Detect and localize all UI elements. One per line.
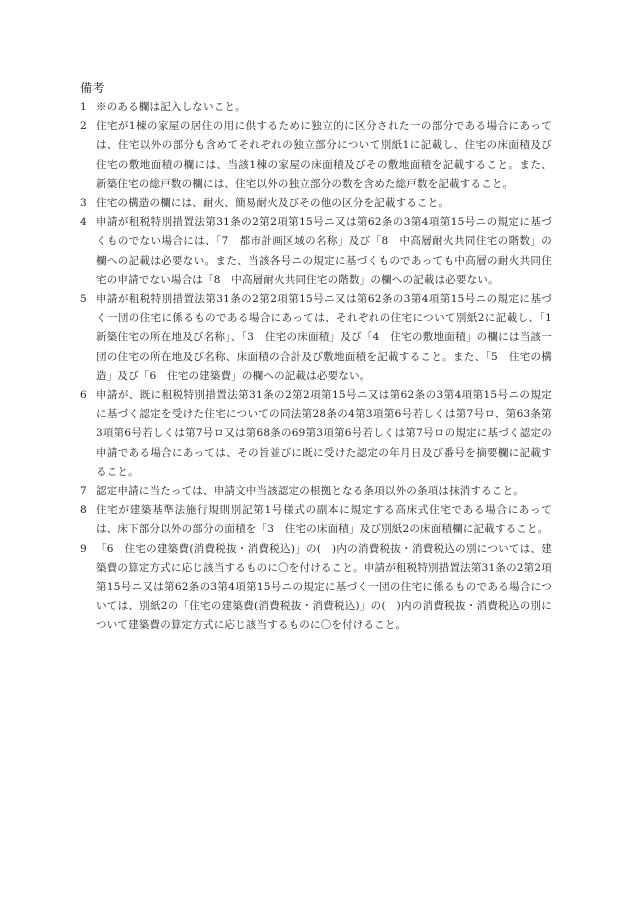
note-item <box>72 117 552 194</box>
note-text: 住宅が建築基準法施行規則別記第1号様式の副本に規定する高床式住宅である場合にあっては、床下部分以外の部分の面積を「3 住宅の床面積」及び別紙2の床面積欄に記載すること。 <box>96 504 552 536</box>
note-number: 1 <box>80 101 87 113</box>
note-text: ※のある欄は記入しないこと。 <box>96 101 246 113</box>
note-item <box>72 501 552 539</box>
note-item <box>72 540 552 636</box>
note-text: 認定申請に当たっては、申請文中当該認定の根拠となる条項以外の条項は抹消すること。 <box>96 485 524 498</box>
notes-heading: 備考 <box>80 81 106 95</box>
note-text: 申請が租税特別措置法第31条の2第2項第15号ニ又は第62条の3第4項第15号ニの規定に基づくものでない場合には、「7 都市計画区域の名称」及び「8 中高層耐火共同住宅の階数」の欄への記載は必要ない。また、当該各号ニの規定に基づくものであっても中高層の耐火共同住宅の申請でない場合は「8 中高層耐火共同住宅の階数」の欄への記載は必要ない。 <box>96 216 552 286</box>
note-item <box>72 482 552 501</box>
note-number: 2 <box>80 120 87 133</box>
note-text: 住宅の構造の欄には、耐火、簡易耐火及びその他の区分を記載すること。 <box>96 197 450 210</box>
note-text: 住宅が1棟の家屋の居住の用に供するために独立的に区分された一の部分である場合にあっては、住宅以外の部分も含めてそれぞれの独立部分について別紙1に記載し、住宅の床面積及び住宅の敷地面積の欄には、当該1棟の家屋の床面積及びその敷地面積を記載すること。また、新築住宅の総戸数の欄には、住宅以外の独立部分の数を含めた総戸数を記載すること。 <box>96 120 552 190</box>
note-text: 「6 住宅の建築費(消費税抜・消費税込)」の( )内の消費税抜・消費税込の別については、建築費の算定方式に応じ該当するものに〇を付けること。申請が租税特別措置法第31条の2第2項第15号ニ又は第62条の3第4項第15号ニの規定に基づく一団の住宅に係るものである場合については、別紙2の「住宅の建築費(消費税抜・消費税込)」の( )内の消費税抜・消費税込の別について建築費の算定方式に応じ該当するものに〇を付けること。 <box>96 542 552 632</box>
note-number: 4 <box>80 216 87 229</box>
note-text: 申請が、既に租税特別措置法第31条の2第2項第15号ニ又は第62条の3第4項第15号ニの規定に基づく認定を受けた住宅についての同法第28条の4第3項第6号若しくは第7号ロ、第63条第3項第6号若しくは第7号ロ又は第68条の69第3項第6号若しくは第7号ロの規定に基づく認定の申請である場合にあっては、その旨並びに既に受けた認定の年月日及び番号を摘要欄に記載すること。 <box>96 389 552 478</box>
note-item <box>72 98 552 117</box>
note-number: 7 <box>80 485 87 498</box>
note-item <box>72 386 552 482</box>
note-number: 9 <box>80 542 87 555</box>
note-item <box>72 213 552 290</box>
note-item <box>72 194 552 213</box>
note-text: 申請が租税特別措置法第31条の2第2項第15号ニ又は第62条の3第4項第15号ニの規定に基づく一団の住宅に係るものである場合にあっては、それぞれの住宅について別紙2に記載し、「1 新築住宅の所在地及び名称」、「3 住宅の床面積」及び「4 住宅の敷地面積」の欄には当該一団の住宅の所在地及び名称、床面積の合計及び敷地面積を記載すること。また、「5 住宅の構造」及び「6 住宅の建築費」の欄への記載は必要ない。 <box>96 293 563 382</box>
note-number: 5 <box>80 293 87 306</box>
note-number: 3 <box>80 197 87 210</box>
note-number: 8 <box>80 504 87 517</box>
note-number: 6 <box>80 389 87 402</box>
notes-list <box>72 98 563 636</box>
note-item <box>72 290 563 386</box>
